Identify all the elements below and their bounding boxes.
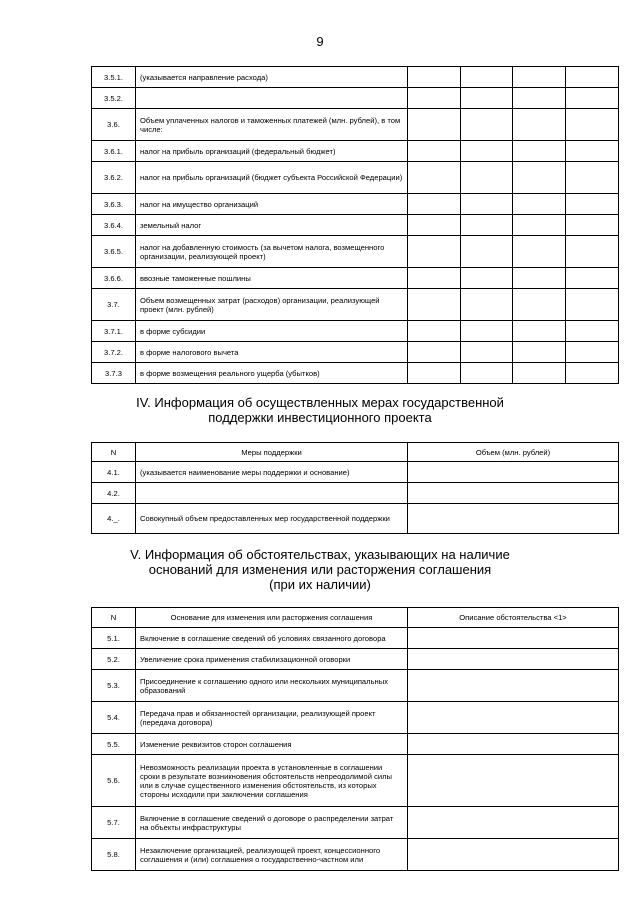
- value-cell: [461, 162, 513, 194]
- row-number: 3.6.2.: [92, 162, 136, 194]
- row-number: 3.6.5.: [92, 236, 136, 268]
- value-cell: [408, 289, 461, 321]
- row-number: 5.4.: [92, 702, 136, 734]
- table-row: [92, 321, 619, 342]
- row-text: налог на прибыль организаций (федеральный бюджет): [136, 141, 408, 162]
- header-num: N: [92, 608, 136, 628]
- value-cell: [461, 88, 513, 109]
- row-text: Изменение реквизитов сторон соглашения: [136, 734, 408, 755]
- value-cell: [566, 268, 619, 289]
- table-row: [92, 670, 619, 702]
- table-row: [92, 141, 619, 162]
- table-row: [92, 215, 619, 236]
- value-cell: [513, 321, 566, 342]
- table-row: [92, 67, 619, 88]
- row-text: Передача прав и обязанностей организации, реализующей проект (передача договора): [136, 702, 408, 734]
- table-row: [92, 649, 619, 670]
- description-cell: [408, 628, 619, 649]
- row-number: 5.1.: [92, 628, 136, 649]
- table-row: [92, 236, 619, 268]
- value-cell: [408, 321, 461, 342]
- row-number: 4.2.: [92, 483, 136, 504]
- value-cell: [513, 289, 566, 321]
- value-cell: [513, 236, 566, 268]
- value-cell: [461, 141, 513, 162]
- table-row: [92, 734, 619, 755]
- table-row: [92, 109, 619, 141]
- value-cell: [461, 194, 513, 215]
- value-cell: [566, 194, 619, 215]
- value-cell: [566, 215, 619, 236]
- row-text: налог на добавленную стоимость (за вычетом налога, возмещенного организации, реализующей проект): [136, 236, 408, 268]
- value-cell: [513, 88, 566, 109]
- value-cell: [513, 342, 566, 363]
- section-5-title-line-1: V. Информация об обстоятельствах, указывающих на наличие: [130, 547, 510, 562]
- value-cell: [408, 215, 461, 236]
- section-4-title-line-2: поддержки инвестиционного проекта: [208, 410, 432, 425]
- row-number: 3.7.3: [92, 363, 136, 384]
- volume-cell: [408, 462, 619, 483]
- section-4-title: [0, 395, 640, 425]
- value-cell: [513, 109, 566, 141]
- row-number: 5.5.: [92, 734, 136, 755]
- row-number: 3.7.1.: [92, 321, 136, 342]
- row-text: Включение в соглашение сведений об условиях связанного договора: [136, 628, 408, 649]
- value-cell: [461, 321, 513, 342]
- row-number: 3.6.3.: [92, 194, 136, 215]
- header-num: N: [92, 443, 136, 462]
- row-number: 5.2.: [92, 649, 136, 670]
- termination-grounds-table: [91, 607, 619, 871]
- value-cell: [461, 109, 513, 141]
- row-text: в форме возмещения реального ущерба (убытков): [136, 363, 408, 384]
- value-cell: [566, 363, 619, 384]
- row-number: 5.8.: [92, 839, 136, 871]
- value-cell: [566, 236, 619, 268]
- row-number: 3.5.2.: [92, 88, 136, 109]
- table-row: [92, 628, 619, 649]
- table-row: [92, 504, 619, 534]
- row-number: 3.6.4.: [92, 215, 136, 236]
- row-text: Увеличение срока применения стабилизационной оговорки: [136, 649, 408, 670]
- row-number: 5.3.: [92, 670, 136, 702]
- table-row: [92, 807, 619, 839]
- value-cell: [461, 215, 513, 236]
- row-number: 4._.: [92, 504, 136, 534]
- value-cell: [513, 67, 566, 88]
- row-number: 5.6.: [92, 755, 136, 807]
- row-text: (указывается наименование меры поддержки и основание): [136, 462, 408, 483]
- value-cell: [513, 141, 566, 162]
- row-number: 3.5.1.: [92, 67, 136, 88]
- value-cell: [461, 236, 513, 268]
- description-cell: [408, 670, 619, 702]
- description-cell: [408, 807, 619, 839]
- value-cell: [408, 109, 461, 141]
- value-cell: [566, 88, 619, 109]
- value-cell: [513, 215, 566, 236]
- value-cell: [408, 342, 461, 363]
- table-row: [92, 162, 619, 194]
- table-row: [92, 268, 619, 289]
- value-cell: [461, 363, 513, 384]
- value-cell: [566, 67, 619, 88]
- row-text: [136, 483, 408, 504]
- description-cell: [408, 734, 619, 755]
- volume-cell: [408, 483, 619, 504]
- header-description: Описание обстоятельства <1>: [408, 608, 619, 628]
- description-cell: [408, 702, 619, 734]
- table-row: [92, 88, 619, 109]
- row-number: 3.7.: [92, 289, 136, 321]
- row-text: Незаключение организацией, реализующей проект, концессионного соглашения и (или) соглашения о государственно-частном или: [136, 839, 408, 871]
- value-cell: [566, 289, 619, 321]
- section-5-title-line-3: (при их наличии): [269, 577, 371, 592]
- value-cell: [461, 268, 513, 289]
- value-cell: [408, 194, 461, 215]
- value-cell: [461, 289, 513, 321]
- table-header-row: [92, 443, 619, 462]
- value-cell: [408, 141, 461, 162]
- row-text: налог на имущество организаций: [136, 194, 408, 215]
- header-measures: Меры поддержки: [136, 443, 408, 462]
- row-text: в форме субсидии: [136, 321, 408, 342]
- table-row: [92, 363, 619, 384]
- value-cell: [408, 67, 461, 88]
- row-number: 3.6.6.: [92, 268, 136, 289]
- value-cell: [566, 321, 619, 342]
- value-cell: [408, 268, 461, 289]
- value-cell: [408, 162, 461, 194]
- value-cell: [513, 194, 566, 215]
- row-number: 4.1.: [92, 462, 136, 483]
- page-number: 9: [316, 34, 324, 49]
- description-cell: [408, 649, 619, 670]
- table-row: [92, 289, 619, 321]
- table-row: [92, 194, 619, 215]
- row-text: в форме налогового вычета: [136, 342, 408, 363]
- value-cell: [566, 162, 619, 194]
- financial-indicators-table: [91, 66, 619, 384]
- row-text: Совокупный объем предоставленных мер государственной поддержки: [136, 504, 408, 534]
- table-row: [92, 702, 619, 734]
- value-cell: [513, 363, 566, 384]
- value-cell: [408, 363, 461, 384]
- row-text: Объем уплаченных налогов и таможенных платежей (млн. рублей), в том числе:: [136, 109, 408, 141]
- row-text: [136, 88, 408, 109]
- row-text: земельный налог: [136, 215, 408, 236]
- value-cell: [408, 88, 461, 109]
- table-row: [92, 483, 619, 504]
- volume-cell: [408, 504, 619, 534]
- table-row: [92, 462, 619, 483]
- row-text: Включение в соглашение сведений о договоре о распределении затрат на объекты инфраструктуры: [136, 807, 408, 839]
- section-5-title-line-2: оснований для изменения или расторжения соглашения: [148, 562, 492, 577]
- row-text: (указывается направление расхода): [136, 67, 408, 88]
- table-row: [92, 342, 619, 363]
- section-4-title-line-1: IV. Информация об осуществленных мерах государственной: [136, 395, 504, 410]
- section-5-title: [0, 547, 640, 592]
- row-number: 3.6.1.: [92, 141, 136, 162]
- description-cell: [408, 755, 619, 807]
- row-text: ввозные таможенные пошлины: [136, 268, 408, 289]
- row-number: 3.7.2.: [92, 342, 136, 363]
- value-cell: [513, 268, 566, 289]
- value-cell: [408, 236, 461, 268]
- header-basis: Основание для изменения или расторжения соглашения: [136, 608, 408, 628]
- row-text: Объем возмещенных затрат (расходов) организации, реализующей проект (млн. рублей): [136, 289, 408, 321]
- value-cell: [566, 109, 619, 141]
- value-cell: [461, 342, 513, 363]
- row-number: 3.6.: [92, 109, 136, 141]
- row-text: налог на прибыль организаций (бюджет субъекта Российской Федерации): [136, 162, 408, 194]
- header-volume: Объем (млн. рублей): [408, 443, 619, 462]
- value-cell: [461, 67, 513, 88]
- row-text: Невозможность реализации проекта в установленные в соглашении сроки в результате возникновения обстоятельств непреодолимой силы или в случае существенного изменения обстоятельств, из которых стороны исходили при заключении соглашения: [136, 755, 408, 807]
- row-text: Присоединение к соглашению одного или нескольких муниципальных образований: [136, 670, 408, 702]
- table-row: [92, 839, 619, 871]
- value-cell: [566, 141, 619, 162]
- description-cell: [408, 839, 619, 871]
- value-cell: [513, 162, 566, 194]
- row-number: 5.7.: [92, 807, 136, 839]
- support-measures-table: [91, 442, 619, 534]
- value-cell: [566, 342, 619, 363]
- table-row: [92, 755, 619, 807]
- table-header-row: [92, 608, 619, 628]
